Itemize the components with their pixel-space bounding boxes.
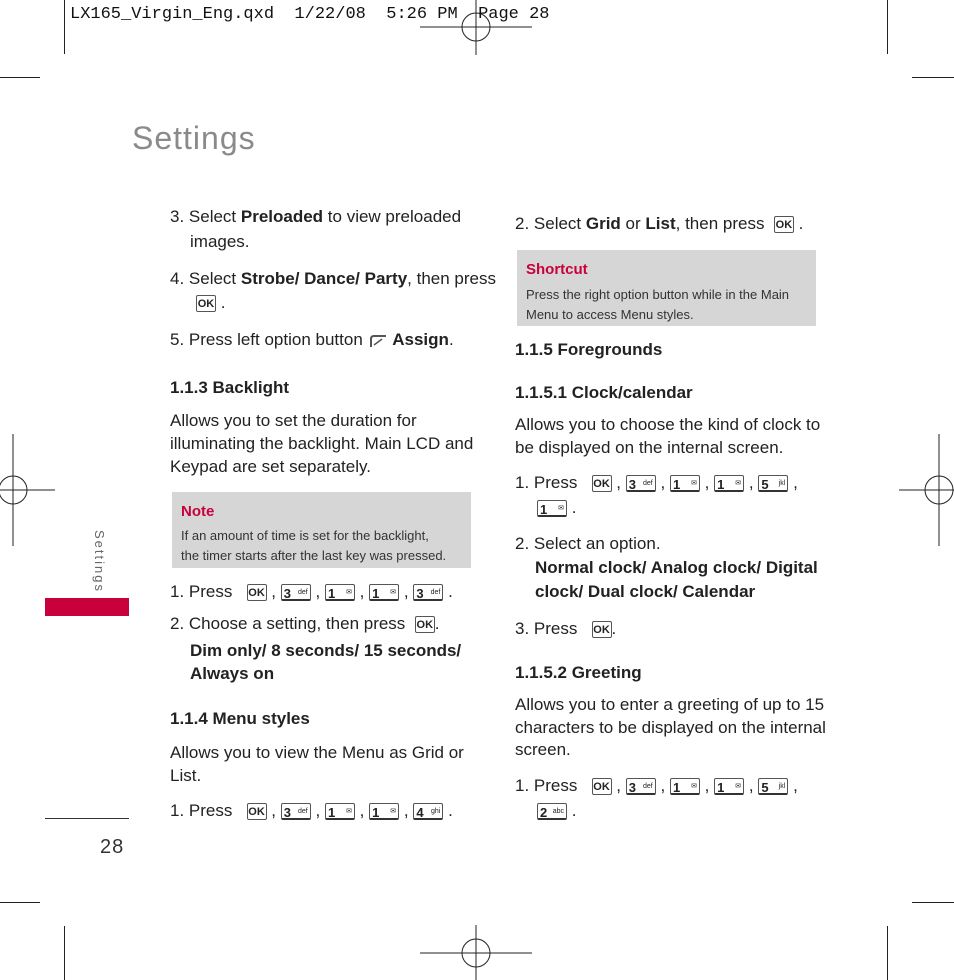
clock-step-3: 3. Press OK .	[515, 619, 617, 638]
crop-mark	[0, 902, 40, 903]
page-number: 28	[100, 836, 125, 858]
step-5: 5. Press left option button Assign.	[170, 330, 454, 349]
key-1-icon: 1 ✉	[325, 584, 355, 601]
shortcut-title: Shortcut	[526, 261, 588, 278]
shortcut-line: Menu to access Menu styles.	[526, 307, 694, 322]
footer-divider	[45, 818, 129, 819]
key-3-icon: 3 def	[413, 584, 443, 601]
key-3-icon: 3 def	[626, 475, 656, 492]
greet-desc-line: characters to be displayed on the internal	[515, 718, 826, 737]
heading-menu-styles: 1.1.4 Menu styles	[170, 709, 310, 728]
clock-step-1: 1. Press OK , 3 def , 1 ✉ , 1 ✉ , 5 jkl ,	[515, 473, 798, 493]
step-4-cont: OK .	[197, 293, 226, 312]
heading-foregrounds: 1.1.5 Foregrounds	[515, 340, 663, 359]
clock-options: Normal clock/ Analog clock/ Digital	[535, 558, 818, 577]
shortcut-box	[517, 250, 816, 326]
shortcut-line: Press the right option button while in the Main	[526, 287, 790, 302]
key-5-icon: 5 jkl	[758, 475, 788, 492]
key-1-icon: 1 ✉	[670, 475, 700, 492]
greet-step-1: 1. Press OK , 3 def , 1 ✉ , 1 ✉ , 5 jkl ,	[515, 776, 798, 796]
backlight-desc-line: Allows you to set the duration for	[170, 411, 417, 430]
greet-desc-line: Allows you to enter a greeting of up to 15	[515, 695, 825, 714]
note-title: Note	[181, 503, 215, 520]
key-1-icon: 1 ✉	[325, 803, 355, 820]
page-title: Settings	[132, 120, 256, 156]
menu-desc-line: Allows you to view the Menu as Grid or	[170, 743, 464, 762]
ok-key-icon: OK	[247, 803, 267, 820]
note-line: If an amount of time is set for the backlight,	[181, 528, 429, 543]
key-2-icon: 2 abc	[537, 803, 567, 820]
key-1-icon: 1 ✉	[369, 584, 399, 601]
ok-key-icon: OK	[592, 778, 612, 795]
menu-step-1: 1. Press OK , 3 def , 1 ✉ , 1 ✉ , 4 ghi .	[170, 801, 453, 821]
heading-clock-calendar: 1.1.5.1 Clock/calendar	[515, 383, 693, 402]
greet-step-1-cont: 2 abc .	[537, 799, 576, 822]
clock-desc-line: be displayed on the internal screen.	[515, 438, 784, 457]
key-1-icon: 1 ✉	[670, 778, 700, 795]
left-soft-key-icon	[368, 333, 388, 349]
registration-mark-right	[899, 434, 954, 546]
key-1-icon: 1 ✉	[714, 475, 744, 492]
backlight-options: Dim only/ 8 seconds/ 15 seconds/	[190, 641, 462, 660]
crop-mark	[912, 77, 954, 78]
crop-mark	[64, 926, 65, 980]
heading-greeting: 1.1.5.2 Greeting	[515, 663, 642, 682]
key-3-icon: 3 def	[281, 584, 311, 601]
step-4: 4. Select Strobe/ Dance/ Party, then press	[170, 269, 496, 288]
backlight-options: Always on	[190, 664, 275, 683]
key-1-icon: 1 ✉	[537, 500, 567, 517]
backlight-step-2: 2. Choose a setting, then press OK .	[170, 614, 440, 633]
key-5-icon: 5 jkl	[758, 778, 788, 795]
backlight-desc-line: Keypad are set separately.	[170, 457, 371, 476]
side-tab-label: Settings	[92, 530, 107, 593]
print-slug: LX165_Virgin_Eng.qxd 1/22/08 5:26 PM Page 28	[70, 5, 550, 24]
clock-step-2: 2. Select an option.	[515, 534, 661, 553]
heading-backlight: 1.1.3 Backlight	[170, 378, 290, 397]
key-3-icon: 3 def	[626, 778, 656, 795]
ok-key-icon: OK	[415, 616, 435, 633]
greet-desc-line: screen.	[515, 740, 571, 759]
menu-step-2: 2. Select Grid or List, then press OK .	[515, 214, 804, 233]
ok-key-icon: OK	[247, 584, 267, 601]
backlight-desc-line: illuminating the backlight. Main LCD and	[170, 434, 474, 453]
step-3-cont: images.	[190, 232, 250, 251]
ok-key-icon: OK	[774, 216, 794, 233]
clock-options: clock/ Dual clock/ Calendar	[535, 582, 756, 601]
backlight-step-1: 1. Press OK , 3 def , 1 ✉ , 1 ✉ , 3 def .	[170, 582, 453, 602]
note-line: the timer starts after the last key was pressed.	[181, 548, 447, 563]
ok-key-icon: OK	[196, 295, 216, 312]
crop-mark	[887, 926, 888, 980]
registration-mark-bottom	[420, 925, 532, 980]
key-1-icon: 1 ✉	[369, 803, 399, 820]
crop-mark	[64, 0, 65, 54]
side-tab-bar	[45, 598, 129, 616]
ok-key-icon: OK	[592, 621, 612, 638]
registration-mark-left	[0, 434, 55, 546]
crop-mark	[887, 0, 888, 54]
key-3-icon: 3 def	[281, 803, 311, 820]
key-4-icon: 4 ghi	[413, 803, 443, 820]
note-box	[172, 492, 471, 568]
crop-mark	[0, 77, 40, 78]
crop-mark	[912, 902, 954, 903]
ok-key-icon: OK	[592, 475, 612, 492]
key-1-icon: 1 ✉	[714, 778, 744, 795]
step-3: 3. Select Preloaded to view preloaded	[170, 207, 462, 226]
menu-desc-line: List.	[170, 766, 202, 785]
clock-step-1-cont: 1 ✉ .	[537, 496, 576, 519]
clock-desc-line: Allows you to choose the kind of clock to	[515, 415, 821, 434]
